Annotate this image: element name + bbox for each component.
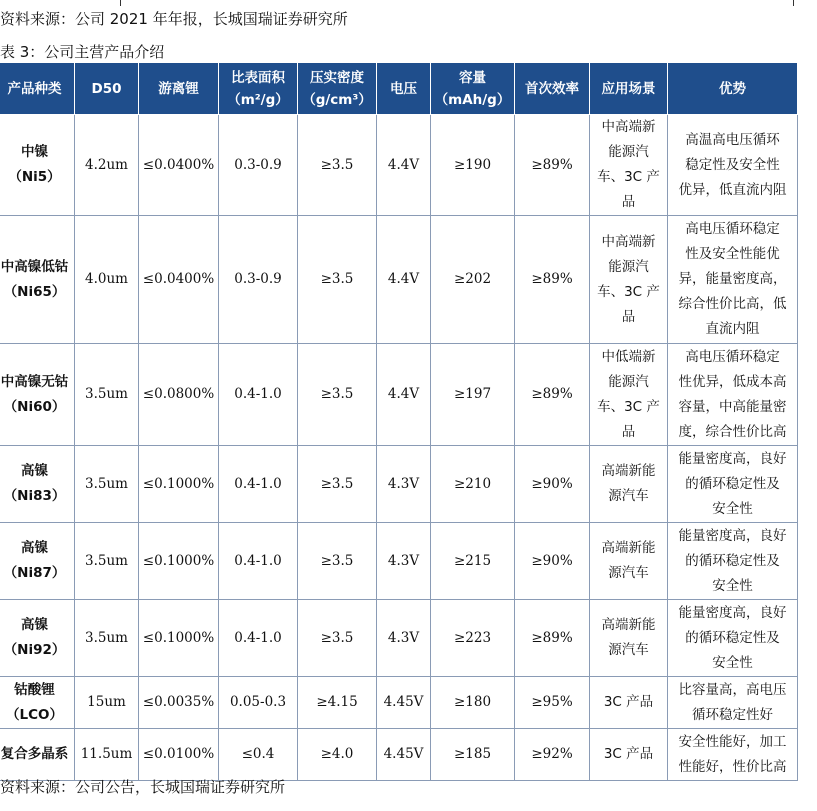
cell-efficiency: ≥89% [515,216,590,344]
cell-efficiency: ≥89% [515,115,590,216]
cell-density: ≥3.5 [298,344,377,446]
cell-density: ≥4.0 [298,729,377,781]
cell-surface-area: 0.4-1.0 [219,600,298,677]
cell-voltage: 4.45V [377,729,431,781]
cell-application: 3C 产品 [590,677,668,729]
cell-efficiency: ≥92% [515,729,590,781]
cell-density: ≥3.5 [298,216,377,344]
cell-advantage: 能量密度高，良好 的循环稳定性及 安全性 [668,523,798,600]
cell-category: 高镍（Ni92） [0,600,75,677]
cell-efficiency: ≥89% [515,344,590,446]
cell-capacity: ≥223 [431,600,515,677]
cell-d50: 3.5um [75,446,139,523]
cell-category: 钴酸锂 （LCO） [0,677,75,729]
cell-density: ≥3.5 [298,600,377,677]
header-surface-area: 比表面积 （m²/g） [219,63,298,115]
table-row [0,115,798,216]
cell-capacity: ≥197 [431,344,515,446]
cell-capacity: ≥215 [431,523,515,600]
top-rule [0,0,817,6]
cell-free-lithium: ≤0.1000% [139,600,219,677]
cell-advantage: 高温高电压循环 稳定性及安全性 优异，低直流内阻 [668,115,798,216]
cell-advantage: 比容量高，高电压 循环稳定性好 [668,677,798,729]
top-divider-left [120,0,121,6]
cell-surface-area: 0.4-1.0 [219,523,298,600]
header-category: 产品种类 [0,63,75,115]
cell-density: ≥4.15 [298,677,377,729]
cell-efficiency: ≥90% [515,446,590,523]
top-divider-right [793,0,794,6]
cell-voltage: 4.3V [377,446,431,523]
cell-surface-area: ≤0.4 [219,729,298,781]
cell-advantage: 能量密度高，良好 的循环稳定性及 安全性 [668,446,798,523]
table-row [0,600,798,677]
cell-density: ≥3.5 [298,523,377,600]
cell-category: 中镍 （Ni5） [0,115,75,216]
cell-voltage: 4.3V [377,523,431,600]
cell-surface-area: 0.05-0.3 [219,677,298,729]
table-row [0,216,798,344]
cell-voltage: 4.4V [377,344,431,446]
cell-efficiency: ≥89% [515,600,590,677]
table-caption: 表 3：公司主营产品介绍 [0,43,165,61]
cell-surface-area: 0.3-0.9 [219,115,298,216]
cell-d50: 3.5um [75,600,139,677]
table-row [0,446,798,523]
cell-application: 中高端新 能源汽 车、3C 产 品 [590,115,668,216]
table-header-row [0,63,798,115]
cell-free-lithium: ≤0.0800% [139,344,219,446]
cell-application: 3C 产品 [590,729,668,781]
table-row [0,523,798,600]
cell-advantage: 能量密度高，良好 的循环稳定性及 安全性 [668,600,798,677]
cell-free-lithium: ≤0.0035% [139,677,219,729]
cell-density: ≥3.5 [298,115,377,216]
cell-capacity: ≥190 [431,115,515,216]
cell-surface-area: 0.4-1.0 [219,446,298,523]
cell-capacity: ≥180 [431,677,515,729]
cell-application: 高端新能 源汽车 [590,600,668,677]
cell-free-lithium: ≤0.1000% [139,523,219,600]
cell-advantage: 高电压循环稳定 性优异，低成本高 容量，中高能量密 度，综合性价比高 [668,344,798,446]
cell-application: 高端新能 源汽车 [590,523,668,600]
cell-category: 中高镍低钴 （Ni65） [0,216,75,344]
cell-d50: 11.5um [75,729,139,781]
cell-free-lithium: ≤0.0400% [139,115,219,216]
cell-voltage: 4.4V [377,216,431,344]
cell-efficiency: ≥90% [515,523,590,600]
source-note-bottom: 资料来源：公司公告，长城国瑞证券研究所 [0,778,286,796]
table-row [0,729,798,781]
cell-category: 中高镍无钴 （Ni60） [0,344,75,446]
header-application: 应用场景 [590,63,668,115]
cell-category: 复合多晶系 [0,729,75,781]
cell-surface-area: 0.3-0.9 [219,216,298,344]
product-table [0,62,798,781]
cell-capacity: ≥185 [431,729,515,781]
cell-free-lithium: ≤0.0400% [139,216,219,344]
header-compaction-density: 压实密度 （g/cm³） [298,63,377,115]
cell-category: 高镍（Ni83） [0,446,75,523]
cell-d50: 3.5um [75,523,139,600]
cell-capacity: ≥202 [431,216,515,344]
cell-application: 中高端新 能源汽 车、3C 产 品 [590,216,668,344]
table-row [0,344,798,446]
header-first-efficiency: 首次效率 [515,63,590,115]
cell-surface-area: 0.4-1.0 [219,344,298,446]
cell-d50: 3.5um [75,344,139,446]
source-note-top: 资料来源：公司 2021 年年报，长城国瑞证券研究所 [0,10,348,28]
table-row [0,677,798,729]
cell-application: 高端新能 源汽车 [590,446,668,523]
cell-advantage: 安全性能好，加工 性能好，性价比高 [668,729,798,781]
cell-d50: 4.2um [75,115,139,216]
cell-application: 中低端新 能源汽 车、3C 产 品 [590,344,668,446]
cell-free-lithium: ≤0.1000% [139,446,219,523]
cell-free-lithium: ≤0.0100% [139,729,219,781]
cell-voltage: 4.3V [377,600,431,677]
cell-density: ≥3.5 [298,446,377,523]
cell-category: 高镍（Ni87） [0,523,75,600]
cell-capacity: ≥210 [431,446,515,523]
cell-d50: 4.0um [75,216,139,344]
cell-voltage: 4.45V [377,677,431,729]
cell-advantage: 高电压循环稳定 性及安全性能优 异，能量密度高， 综合性价比高，低 直流内阻 [668,216,798,344]
header-advantage: 优势 [668,63,798,115]
cell-d50: 15um [75,677,139,729]
header-free-lithium: 游离锂 [139,63,219,115]
cell-voltage: 4.4V [377,115,431,216]
header-d50: D50 [75,63,139,115]
header-capacity: 容量 （mAh/g） [431,63,515,115]
cell-efficiency: ≥95% [515,677,590,729]
header-voltage: 电压 [377,63,431,115]
